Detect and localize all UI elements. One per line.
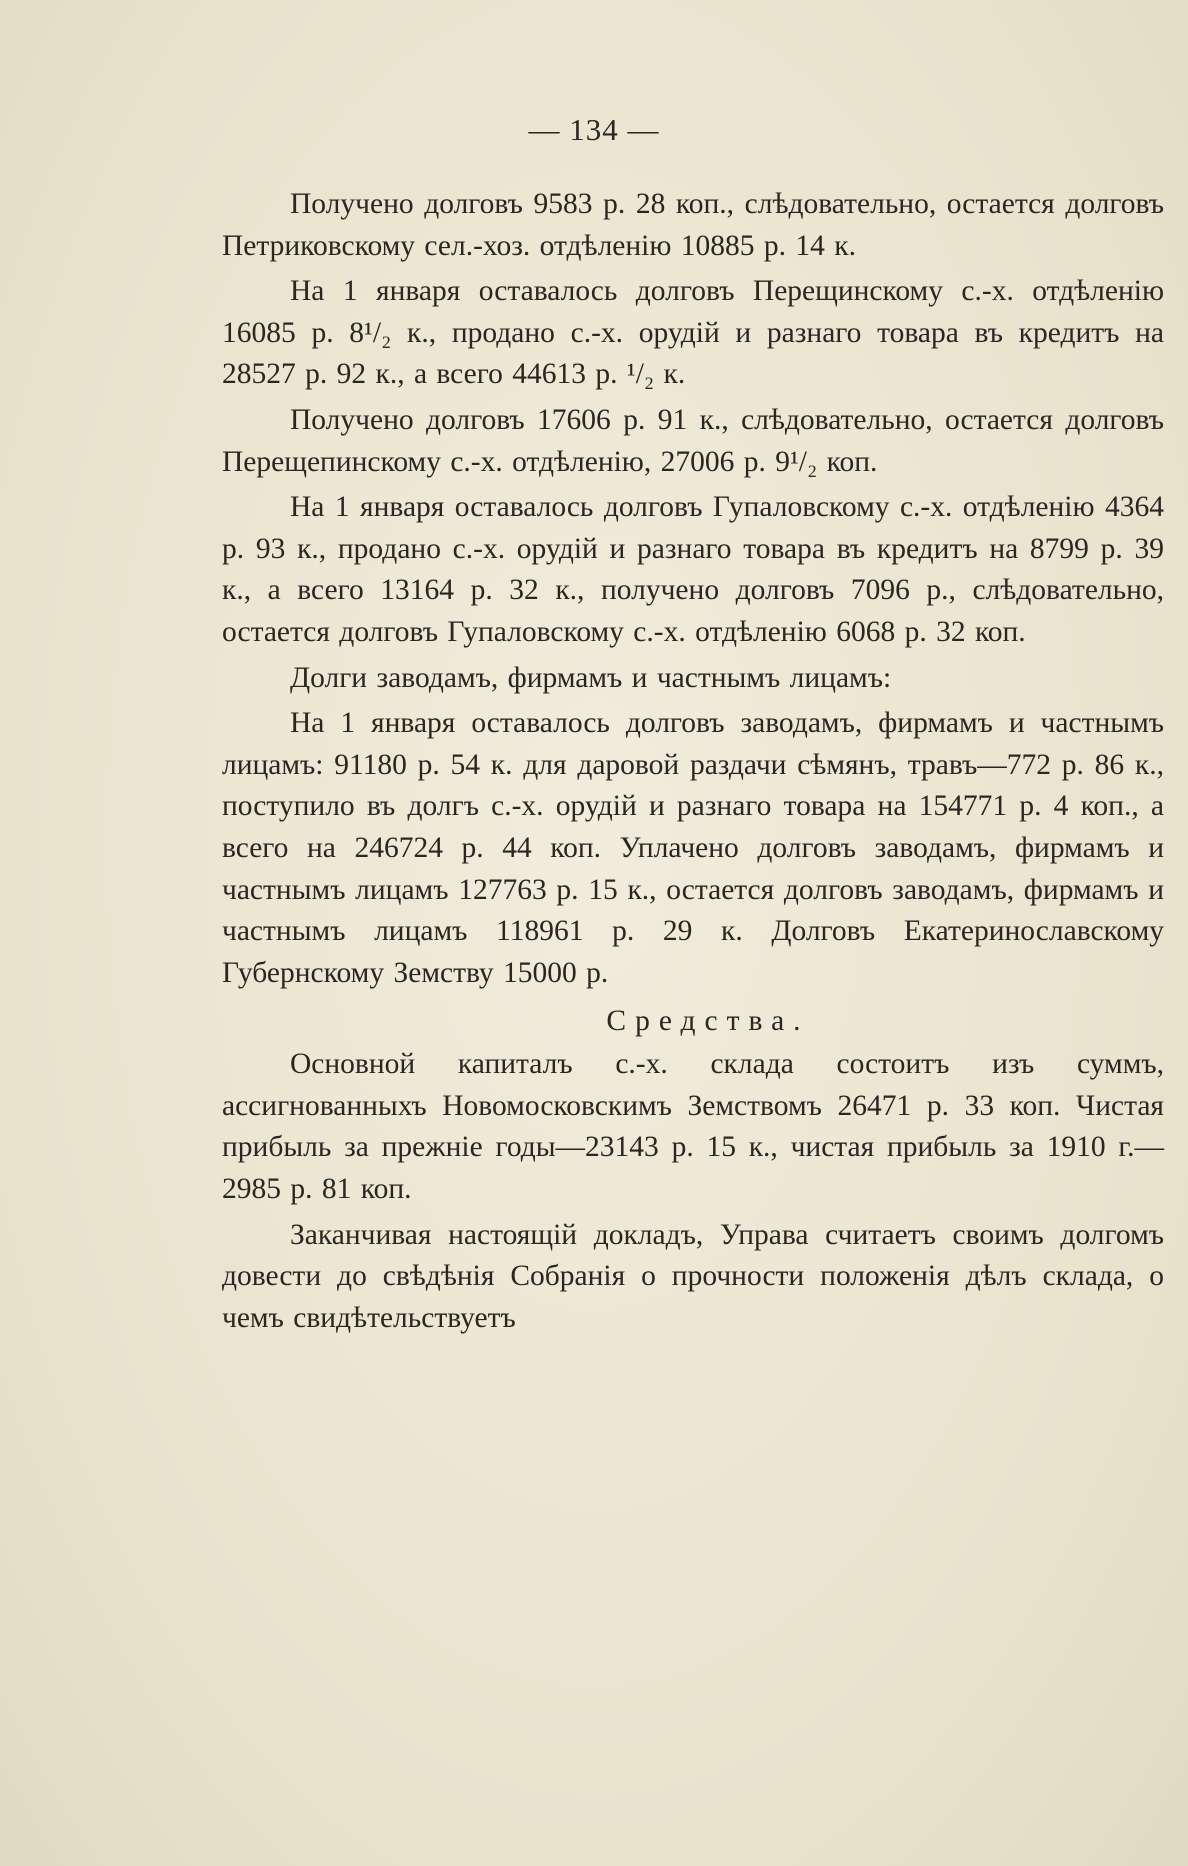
paragraph-capital: Основной капиталъ с.-х. склада состоитъ изъ суммъ, ассигнованныхъ Новомосковскимъ Земствомъ 26471 р. 33 коп. Чистая прибыль за прежніе годы—23143 р. 15 к., чистая прибыль за 1910 г.—2985 р. 81 коп.	[222, 1048, 1164, 1206]
page-number: — 134 —	[528, 112, 660, 147]
paragraph-petrikovsky-debts: Получено долговъ 9583 р. 28 коп., слѣдовательно, остается долговъ Петриковскому сел.-хоз. отдѣленію 10885 р. 14 к.	[222, 188, 1164, 262]
paragraph-pereshchepinsky-received: Получено долговъ 17606 р. 91 к., слѣдовательно, остается долговъ Перещепинскому с.-х. отдѣленію, 27006 р. 9¹/₂ коп.	[222, 403, 1164, 478]
subheading-debts-to-factories: Долги заводамъ, фирмамъ и частнымъ лицамъ:	[290, 661, 892, 694]
body-text	[222, 184, 1164, 1343]
paragraph-conclusion: Заканчивая настоящій докладъ, Управа считаетъ своимъ долгомъ довести до свѣдѣнія Собранія о прочности положенія дѣлъ склада, о чемъ свидѣтельствуетъ	[222, 1218, 1164, 1334]
paragraph-pereshchinsky-january: На 1 января оставалось долговъ Перещинскому с.-х. отдѣленію 16085 р. 8¹/₂ к., продано с.-х. орудій и разнаго товара въ кредитъ на 28527 р. 92 к., а всего 44613 р. ¹/₂ к.	[222, 275, 1164, 391]
paragraph-factories-debts: На 1 января оставалось долговъ заводамъ, фирмамъ и частнымъ лицамъ: 91180 р. 54 к. для даровой раздачи сѣмянъ, травъ—772 р. 86 к., поступило въ долгъ с.-х. орудій и разнаго товара на 154771 р. 4 коп., а всего на 246724 р. 44 коп. Уплачено долговъ заводамъ, фирмамъ и частнымъ лицамъ 127763 р. 15 к., остается долговъ заводамъ, фирмамъ и частнымъ лицамъ 118961 р. 29 к. Долговъ Екатеринославскому Губернскому Земству 15000 р.	[222, 707, 1164, 989]
paragraph-gupalovsky: На 1 января оставалось долговъ Гупаловскому с.-х. отдѣленію 4364 р. 93 к., продано с.-х. орудій и разнаго товара въ кредитъ на 8799 р. 39 к., а всего 13164 р. 32 к., получено долговъ 7096 р., слѣдовательно, остается долговъ Гупаловскому с.-х. отдѣленію 6068 р. 32 коп.	[222, 491, 1164, 648]
section-heading-funds: Средства.	[606, 1005, 810, 1038]
